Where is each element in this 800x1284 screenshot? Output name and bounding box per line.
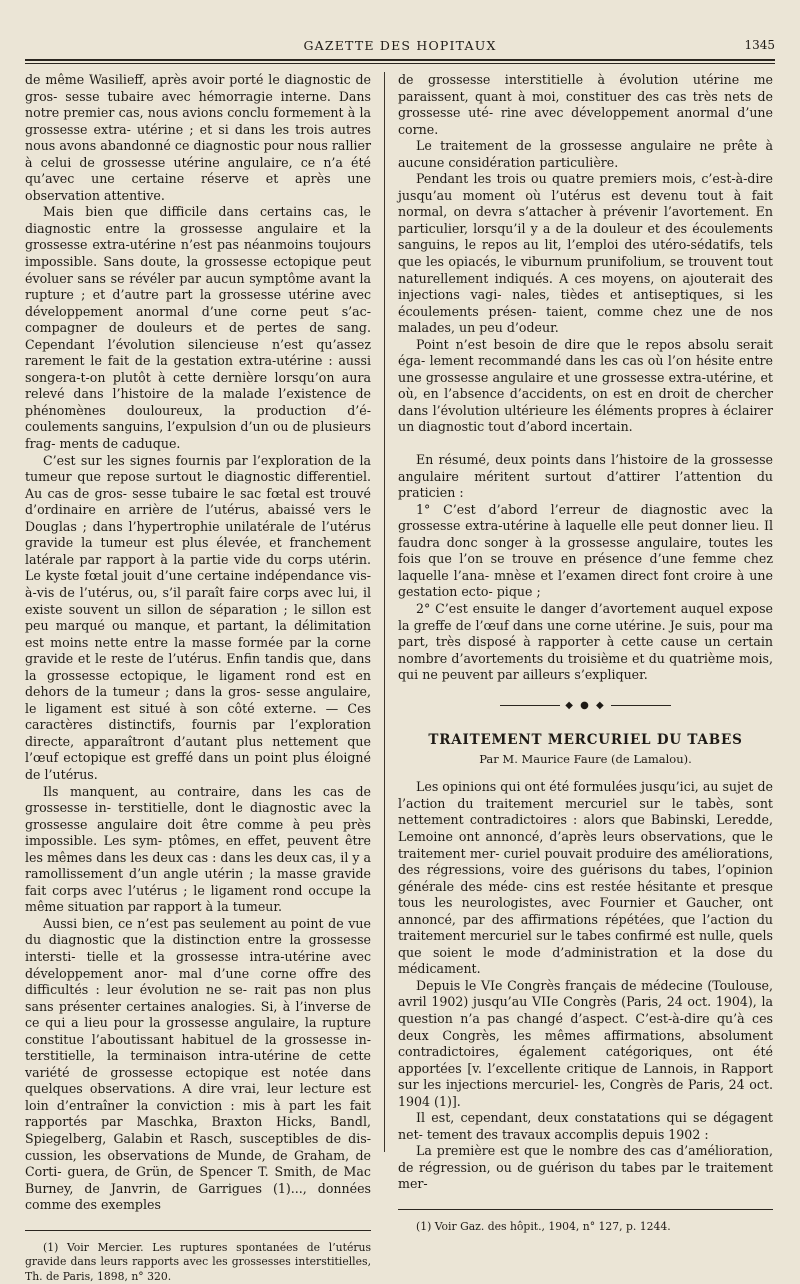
page-header [25,38,775,58]
article-paragraph-3: Il est, cependant, deux constatations qui se dégagent net- tement des travaux accomplis depuis 1902 : [398,1110,773,1142]
right-footnote-rule [398,1209,773,1210]
left-column [25,72,371,1284]
right-paragraph-5: En résumé, deux points dans l’histoire de la grossesse angulaire méritent surtout d’attirer l’attention du praticien : [398,452,773,501]
right-footnote: (1) Voir Gaz. des hôpit., 1904, n° 127, p. 1244. [416,1220,671,1233]
article-paragraph-4: La première est que le nombre des cas d’amélioration, de régression, ou de guérison du tabes par le traitement mer- [398,1143,773,1192]
right-paragraph-7: 2° C’est ensuite le danger d’avortement auquel expose la greffe de l’œuf dans une corne utérine. Je suis, pour ma part, très disposé à rapporter à cette cause un certain nombre d’avortements du troisième et du quatrième mois, qui ne peuvent par ailleurs s’expliquer. [398,600,773,683]
right-paragraph-6: 1° C’est d’abord l’erreur de diagnostic avec la grossesse extra-utérine à laquelle elle peut donner lieu. Il faudra donc songer à la grossesse angulaire, toutes les fois que l’on se trouve en présence d’une femme chez laquelle l’ana- mnèse et l’examen direct font croire à une gestation ecto- pique ; [398,501,773,600]
left-footnote: (1) Voir Mercier. Les ruptures spontanées de l’utérus gravide dans leurs rapports avec les grossesses interstitielles, Th. de Paris, 1898, n° 320. [25,1240,371,1283]
right-paragraph-2: Le traitement de la grossesse angulaire ne prête à aucune considération particulière. [398,138,773,170]
header-rule-thick [25,59,775,61]
left-paragraph-1: de même Wasilieff, après avoir porté le diagnostic de gros- sesse tubaire avec hémorragie interne. Dans notre premier cas, nous avions conclu formement à la grossesse extra- utérine ; et si dans les trois autres nous avons abandonné ce diagnostic pour nous rallier à celui de grossesse utérine angulaire, ce n’a été qu’avec une certaine réserve et après une observation attentive. [25,72,371,203]
column-divider [384,72,385,1152]
left-footnote-rule [25,1230,371,1231]
left-paragraph-4: Ils manquent, au contraire, dans les cas de grossesse in- terstitielle, dont le diagnostic avec la grossesse angulaire doit être comme à peu près impossible. Les sym- ptômes, en effet, peuvent être les mêmes dans les deux cas : dans les deux cas, il y a ramollissement d’un angle utérin ; la masse gravide fait corps avec l’utérus ; le ligament rond occupe la même situation par rapport à la tumeur. [25,783,371,915]
article-byline: Par M. Maurice Faure (de Lamalou). [479,751,692,766]
header-rule-thin [25,63,775,64]
right-paragraph-3: Pendant les trois ou quatre premiers mois, c’est-à-dire jusqu’au moment où l’utérus est devenu tout à fait normal, on devra s’attacher à prévenir l’avortement. En particulier, lorsqu’il y a de la douleur et des écoulements sanguins, le repos au lit, l’emploi des utéro-sédatifs, tels que les opiacés, le viburnum prunifolium, se trouvent tout naturellement indiqués. A ces moyens, on ajouterait des injections vagi- nales, tièdes et antiseptiques, si les écoulements présen- taient, comme chez une de nos malades, un peu d’odeur. [398,171,773,336]
left-paragraph-2: Mais bien que difficile dans certains cas, le diagnostic entre la grossesse angulaire et la grossesse extra-utérine n’est pas néanmoins toujours impossible. Sans doute, la grossesse ectopique peut évoluer sans se révéler par aucun symptôme avant la rupture ; et d’autre part la grossesse utérine avec développement anormal d’une corne peut s’ac- compagner de douleurs et de pertes de sang. Cependant l’évolution silencieuse n’est qu’assez rarement le fait de la gestation extra-utérine : aussi songera-t-on plutôt à cette dernière lorsqu’on aura relevé dans l’histoire de la malade l’existence de phénomènes douloureux, la production d’é- coulements sanguins, l’expulsion d’un ou de plusieurs frag- ments de caduque. [25,204,371,452]
right-paragraph-1: de grossesse interstitielle à évolution utérine me paraissent, quant à moi, constituer des cas très nets de grossesse uté- rine avec développement anormal d’une corne. [398,72,773,137]
article-paragraph-1: Les opinions qui ont été formulées jusqu’ici, au sujet de l’action du traitement mercuriel sur le tabès, sont nettement contradictoires : alors que Babinski, Leredde, Lemoine ont annoncé, d’après leurs observations, que le traitement mer- curiel pouvait produire des améliorations, des régressions, voire des guérisons du tabes, l’opinion générale des méde- cins est restée hésitante et presque tous les neurologistes, avec Fournier et Gaucher, ont annoncé, par des affirmations répétées, que l’action du traitement mercuriel sur le tabes confirmé est nulle, quels que soient le mode d’administration et la dose du médicament. [398,779,773,977]
section-ornament: ◆ ● ◆ [398,698,773,715]
page-number: 1345 [744,38,775,52]
right-paragraph-4: Point n’est besoin de dire que le repos absolu serait éga- lement recommandé dans les cas où l’on hésite entre une grossesse angulaire et une grossesse extra-utérine, et où, en l’absence d’accidents, on est en droit de chercher dans l’évolution ultérieure les éléments propres à éclairer un diagnostic tout d’abord incertain. [398,336,773,435]
left-paragraph-5: Aussi bien, ce n’est pas seulement au point de vue du diagnostic que la distinction entre la grossesse intersti- tielle et la grossesse intra-utérine avec développement anor- mal d’une corne offre des difficultés : leur évolution ne se- rait pas non plus sans présenter certaines analogies. Si, à l’inverse de ce qui a lieu pour la grossesse angulaire, la rupture constitue l’aboutissant habituel de la grossesse in- terstitielle, la terminaison intra-utérine de cette variété de grossesse ectopique est notée dans quelques observations. A dire vrai, leur lecture est loin d’entraîner la conviction : mis à part les fait rapportés par Maschka, Braxton Hicks, Bandl, Spiegelberg, Galabin et Rasch, susceptibles de dis- cussion, les observations de Munde, de Graham, de Corti- guera, de Grün, de Spencer T. Smith, de Mac Burney, de Janvrin, de Garrigues (1)..., données comme des exemples [25,915,371,1213]
article-paragraph-2: Depuis le VIe Congrès français de médecine (Toulouse, avril 1902) jusqu’au VIIe Congrès (Paris, 24 oct. 1904), la question n’a pas changé d’aspect. C’est-à-dire qu’à ces deux Congrès, les mêmes affirmations, absolument contradictoires, également catégoriques, ont été apportées [v. l’excellente critique de Lannois, in Rapport sur les injections mercuriel- les, Congrès de Paris, 24 oct. 1904 (1)]. [398,977,773,1109]
running-title: GAZETTE DES HOPITAUX [303,38,497,53]
section-title: TRAITEMENT MERCURIEL DU TABES [428,732,743,749]
right-column [398,72,773,1235]
left-paragraph-3: C’est sur les signes fournis par l’exploration de la tumeur que repose surtout le diagnostic differentiel. Au cas de gros- sesse tubaire le sac fœtal est trouvé d’ordinaire en arrière de l’utérus, abaissé vers le Douglas ; dans l’hypertrophie unilatérale de l’utérus gravide la tumeur est plus élevée, et franchement latérale par rapport à la partie vide du corps utérin. Le kyste fœtal jouit d’une certaine indépendance vis-à-vis de l’utérus, ou, s’il paraît faire corps avec lui, il existe souvent un sillon de séparation ; le sillon est peu marqué ou manque, et partant, la délimitation est moins nette entre la masse formée par la corne gravide et le reste de l’utérus. Enfin tandis que, dans la grossesse ectopique, le ligament rond est en dehors de la tumeur ; dans la gros- sesse angulaire, le ligament est situé à son côté externe. — Ces caractères distinctifs, fournis par l’exploration directe, apparaîtront d’autant plus nettement que l’œuf ectopique est greffé dans un point plus éloigné de l’utérus. [25,452,371,782]
